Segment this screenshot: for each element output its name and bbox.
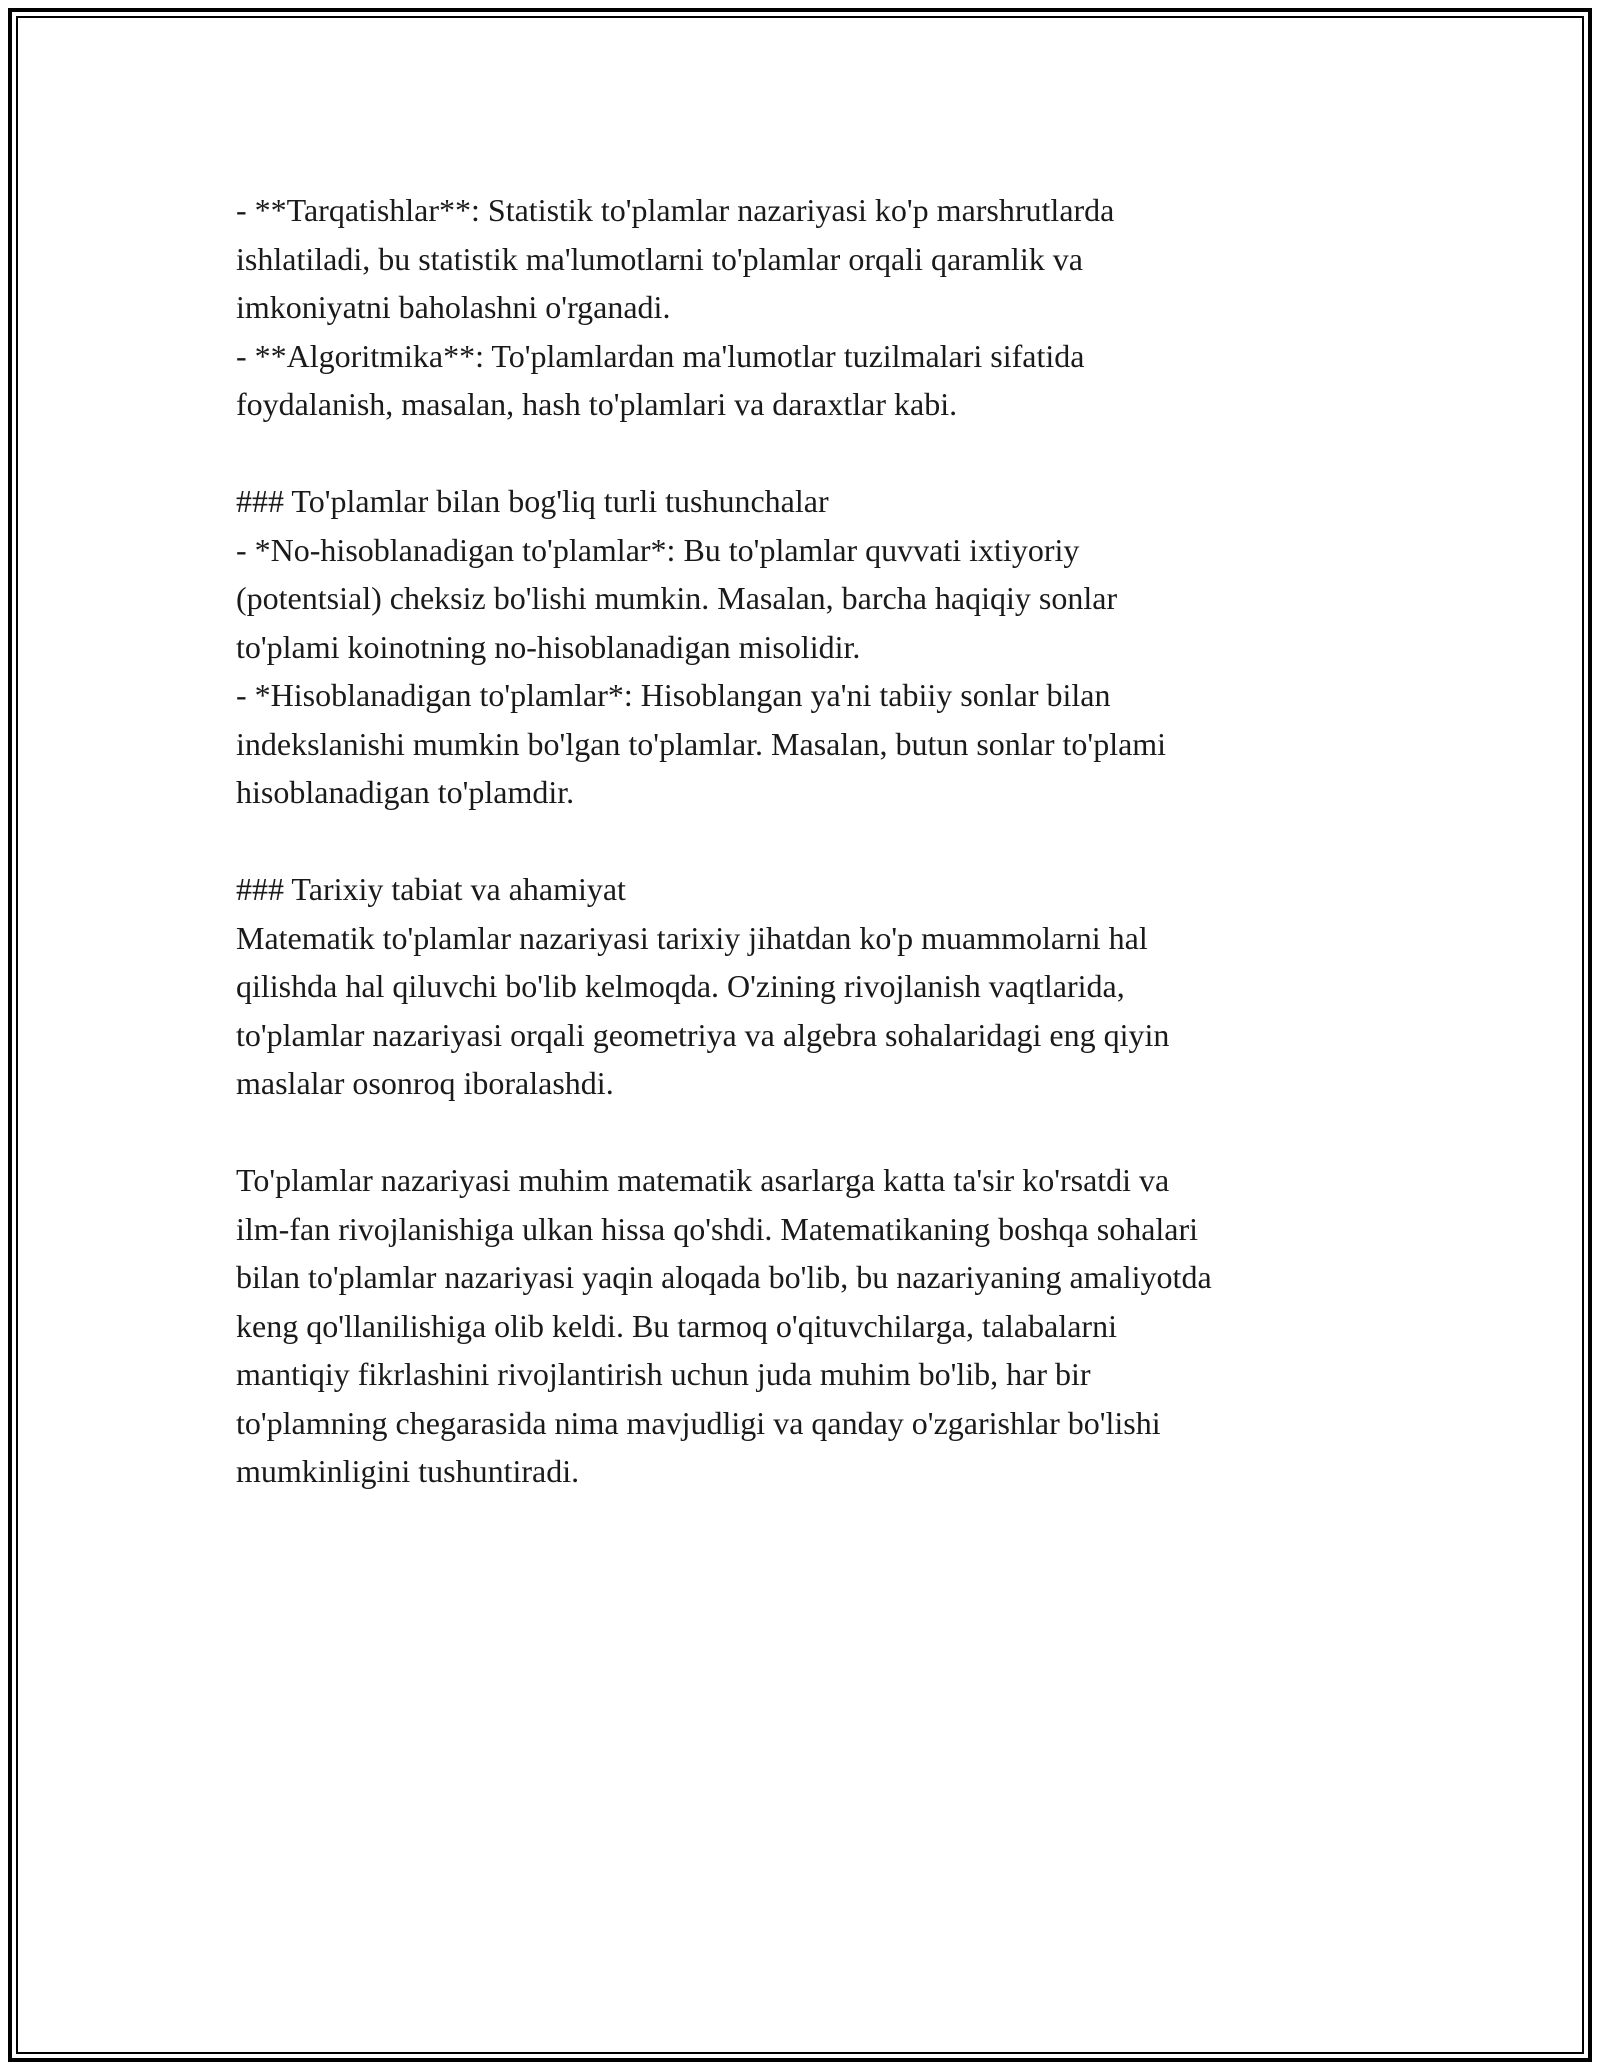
text-line: (potentsial) cheksiz bo'lishi mumkin. Masalan, barcha haqiqiy sonlar — [236, 580, 1118, 616]
text-line: to'plami koinotning no-hisoblanadigan misolidir. — [236, 628, 861, 665]
blank-line — [236, 429, 1396, 478]
text-line: indekslanishi mumkin bo'lgan to'plamlar. Masalan, butun sonlar to'plami — [236, 725, 1167, 762]
text-line: qilishda hal qiluvchi bo'lib kelmoqda. O'zining rivojlanish vaqtlarida, — [236, 968, 1125, 1004]
text-line: keng qo'llanilishiga olib keldi. Bu tarmoq o'qituvchilarga, talabalarni — [236, 1307, 1117, 1344]
text-line: foydalanish, masalan, hash to'plamlari va daraxtlar kabi. — [236, 386, 958, 422]
text-line: ishlatiladi, bu statistik ma'lumotlarni to'plamlar orqali qaramlik va — [236, 240, 1083, 277]
section-heading: ### Tarixiy tabiat va ahamiyat — [236, 871, 626, 907]
text-line: mantiqiy fikrlashini rivojlantirish uchun juda muhim bo'lib, har bir — [236, 1356, 1091, 1392]
section-heading: ### To'plamlar bilan bog'liq turli tushunchalar — [236, 483, 829, 519]
text-line: maslalar osonroq iboralashdi. — [236, 1065, 614, 1101]
blank-line — [236, 817, 1396, 866]
text-line: To'plamlar nazariyasi muhim matematik asarlarga katta ta'sir ko'rsatdi va — [236, 1162, 1170, 1198]
text-line: hisoblanadigan to'plamdir. — [236, 774, 575, 810]
text-line: to'plamning chegarasida nima mavjudligi va qanday o'zgarishlar bo'lishi — [236, 1404, 1161, 1441]
text-line: - **Tarqatishlar**: Statistik to'plamlar nazariyasi ko'p marshrutlarda — [236, 192, 1115, 228]
text-line: - *Hisoblanadigan to'plamlar*: Hisoblangan ya'ni tabiiy sonlar bilan — [236, 677, 1111, 713]
text-line: to'plamlar nazariyasi orqali geometriya va algebra sohalaridagi eng qiyin — [236, 1016, 1170, 1053]
blank-line — [236, 1108, 1396, 1157]
text-line: ilm-fan rivojlanishiga ulkan hissa qo'shdi. Matematikaning boshqa sohalari — [236, 1210, 1199, 1247]
text-line: - **Algoritmika**: To'plamlardan ma'lumotlar tuzilmalari sifatida — [236, 337, 1085, 374]
text-line: mumkinligini tushuntiradi. — [236, 1453, 580, 1489]
document-body — [236, 186, 1396, 1496]
text-line: bilan to'plamlar nazariyasi yaqin aloqada bo'lib, bu nazariyaning amaliyotda — [236, 1259, 1212, 1295]
text-line: imkoniyatni baholashni o'rganadi. — [236, 289, 671, 325]
text-line: - *No-hisoblanadigan to'plamlar*: Bu to'plamlar quvvati ixtiyoriy — [236, 531, 1080, 568]
text-line: Matematik to'plamlar nazariyasi tarixiy jihatdan ko'p muammolarni hal — [236, 919, 1148, 956]
